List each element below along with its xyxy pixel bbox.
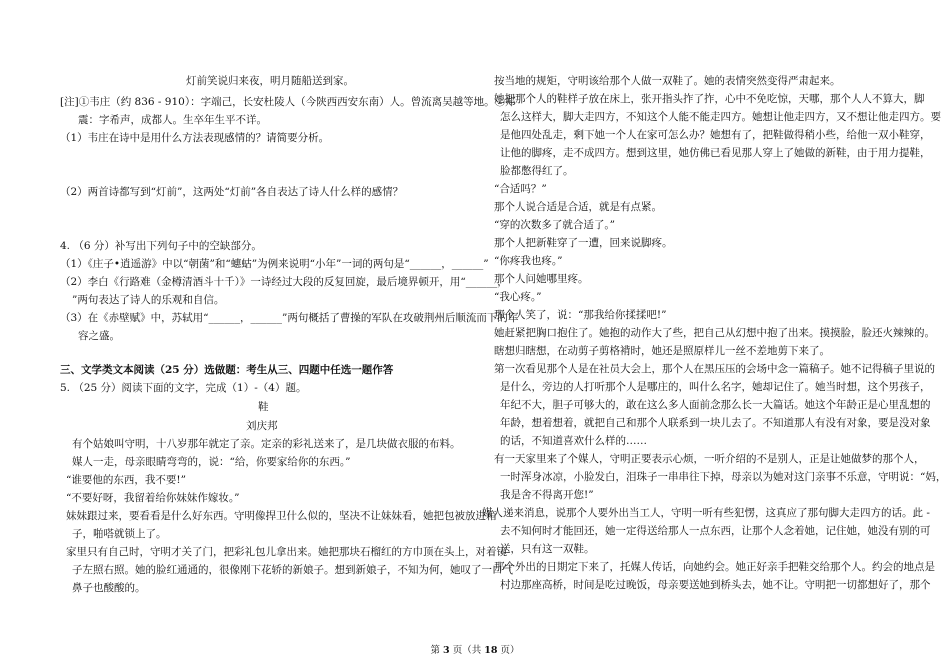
story-paragraph-cont: 的话，不知道喜欢什么样的…… xyxy=(500,435,647,447)
annotation-line: [注]①韦庄（约 836 - 910）：字端己，长安杜陵人（今陕西西安东南）人。曾流离吴越等地。②郑 xyxy=(60,96,516,108)
story-paragraph: 家里只有自己时，守明才关了门，把彩礼包儿拿出来。她把那块石榴红的方巾顶在头上，对着镜 xyxy=(66,546,507,558)
story-paragraph: 那个外出的日期定下来了，托媒人传话，向她约会。她正好亲手把鞋交给那个人。约会的地点是 xyxy=(494,561,935,573)
question-4-heading: 4. （6 分）补写出下列句子中的空缺部分。 xyxy=(60,240,262,252)
question-4-2-cont: ”两句表达了诗人的乐观和自信。 xyxy=(72,294,225,306)
question-3-2: （2）两首诗都写到“灯前”，这两处“灯前”各自表达了诗人什么样的感情？ xyxy=(60,186,404,198)
story-paragraph: 妹妹跟过来，要看看是什么好东西。守明像捍卫什么似的，坚决不让妹妹看，她把包被放进箱 xyxy=(66,510,497,522)
story-paragraph: “谁要他的东西，我不要!” xyxy=(66,474,186,486)
question-3-1: （1）韦庄在诗中是用什么方法表现感情的？请简要分析。 xyxy=(60,132,330,144)
story-paragraph-cont: 我是舍不得离开您!” xyxy=(500,489,594,501)
story-paragraph-cont: 村边那座高桥，时间是吃过晚饭，母亲要送她到桥头去，她不让。守明把一切都想好了，那个 xyxy=(500,579,931,591)
poem-tail-line: 灯前笑说归来夜，明月随船送到家。 xyxy=(186,75,354,87)
story-paragraph: 第一次看见那个人是在社员大会上，那个人在黑压压的会场中念一篇稿子。她不记得稿子里说的 xyxy=(494,363,935,375)
story-paragraph: “穿的次数多了就合适了。” xyxy=(494,219,615,231)
story-paragraph-cont: 子左照右照。她的脸红通通的，很像刚下花轿的新娘子。想到新娘子，不知为何，她叹了一口气 xyxy=(72,564,513,576)
story-paragraph: “我心疼。” xyxy=(494,291,542,303)
story-author: 刘庆邦 xyxy=(246,420,278,432)
story-paragraph-cont: 子，啪嗒就锁上了。 xyxy=(72,528,167,540)
story-paragraph-cont: 是他四处乱走，剩下她一个人在家可怎么办？她想有了，把鞋做得稍小些，给他一双小鞋穿， xyxy=(500,129,931,141)
story-paragraph-cont: 送，只有这一双鞋。 xyxy=(500,543,595,555)
story-paragraph-cont: 怎么这样大，脚大走四方，不知这个人能不能走四方。她想让他走四方，又不想让他走四方。要 xyxy=(500,111,941,123)
story-paragraph: “你疼我也疼。” xyxy=(494,255,563,267)
story-paragraph: 她赶紧把胸口抱住了。她抱的动作大了些，把自己从幻想中抱了出来。摸摸脸，脸还火辣辣的。 xyxy=(494,327,935,339)
question-4-1: （1）《庄子•逍遥游》中以“朝菌”和“蟪蛄”为例来说明“小年”一词的两句是“______，______” xyxy=(60,258,489,270)
total-pages: 18 xyxy=(484,645,498,656)
annotation-line: 震：字希声，成都人。生卒年生平不详。 xyxy=(78,114,267,126)
story-paragraph-cont: 让他的脚疼，走不成四方。想到这里，她仿佛已看见那人穿上了她做的新鞋，由于用力提鞋， xyxy=(500,147,931,159)
footer-middle: 页（共 xyxy=(449,645,485,656)
story-paragraph: 那个人把新鞋穿了一遭，回来说脚疼。 xyxy=(494,237,673,249)
story-paragraph: 那个人说合适是合适，就是有点紧。 xyxy=(494,201,662,213)
story-title: 鞋 xyxy=(258,401,269,413)
story-paragraph: 瞎想归瞎想，在动剪子剪格褙时，她还是照原样儿一丝不差地剪下来了。 xyxy=(494,345,830,357)
story-paragraph: 那个人笑了，说：“那我给你揉揉吧!” xyxy=(494,309,667,321)
story-paragraph: “合适吗？” xyxy=(494,183,547,195)
story-paragraph: 那个人问她哪里疼。 xyxy=(494,273,589,285)
story-paragraph: 有一天家里来了个媒人，守明正要表示心烦，一听介绍的不是别人，正是让她做梦的那个人， xyxy=(494,453,925,465)
story-paragraph: 她把那个人的鞋样子放在床上，张开指头拃了拃，心中不免吃惊，天哪，那个人人不算大，脚 xyxy=(494,93,925,105)
story-paragraph: 按当地的规矩，守明该给那个人做一双鞋了。她的表情突然变得严肃起来。 xyxy=(494,75,841,87)
story-paragraph-cont: 一时浑身冰凉，小脸发白，泪珠子一串串往下掉，母亲以为她对这门亲事不乐意，守明说：“妈， xyxy=(500,471,947,483)
story-paragraph-cont: 是什么，旁边的人打听那个人是哪庄的，叫什么名字，她却记住了。她当时想，这个男孩子， xyxy=(500,381,931,393)
story-paragraph-cont: 脸都憋得红了。 xyxy=(500,165,574,177)
page-footer xyxy=(0,646,950,656)
section-3-heading: 三、文学类文本阅读（25 分）选做题：考生从三、四题中任选一题作答 xyxy=(60,364,394,376)
question-4-3: （3）在《赤壁赋》中，苏轼用“______，______”两句概括了曹操的军队在攻破荆州后顺流而下的军 xyxy=(60,312,519,324)
story-paragraph-cont: 鼻子也酸酸的。 xyxy=(72,582,146,594)
footer-prefix: 第 xyxy=(430,645,444,656)
story-paragraph-cont: 年纪不大，胆子可够大的，敢在这么多人面前念那么长一大篇话。她这个年龄正是心里乱想的 xyxy=(500,399,931,411)
story-paragraph: 有个姑娘叫守明，十八岁那年就定了亲。定亲的彩礼送来了，是几块做衣服的布料。 xyxy=(72,438,461,450)
footer-suffix: 页） xyxy=(497,645,520,656)
story-paragraph-cont: 年龄，想着想着，就把自己和那个人联系到一块儿去了。不知道那人有没有对象，要是没对象 xyxy=(500,417,931,429)
story-paragraph: 媒人递来消息，说那个人要外出当工人，守明一听有些犯愣，这真应了那句脚大走四方的话。此 - xyxy=(482,507,930,519)
story-paragraph: “不要好呀，我留着给你妹妹作嫁妆。” xyxy=(66,492,240,504)
story-paragraph-cont: 去不知何时才能回还，她一定得送给那人一点东西，让那个人念着她，记住她，她没有别的可 xyxy=(500,525,931,537)
question-4-2: （2）李白《行路难（金樽清酒斗十千）》一诗经过大段的反复回旋，最后境界顿开，用“______， xyxy=(60,276,508,288)
page-number: 3 xyxy=(443,645,450,656)
story-paragraph: 媒人一走，母亲眼睛弯弯的，说：“给，你要家给你的东西。” xyxy=(72,456,351,468)
question-4-3-cont: 容之盛。 xyxy=(78,330,120,342)
question-5-heading: 5. （25 分）阅读下面的文字，完成（1）-（4）题。 xyxy=(60,382,307,394)
